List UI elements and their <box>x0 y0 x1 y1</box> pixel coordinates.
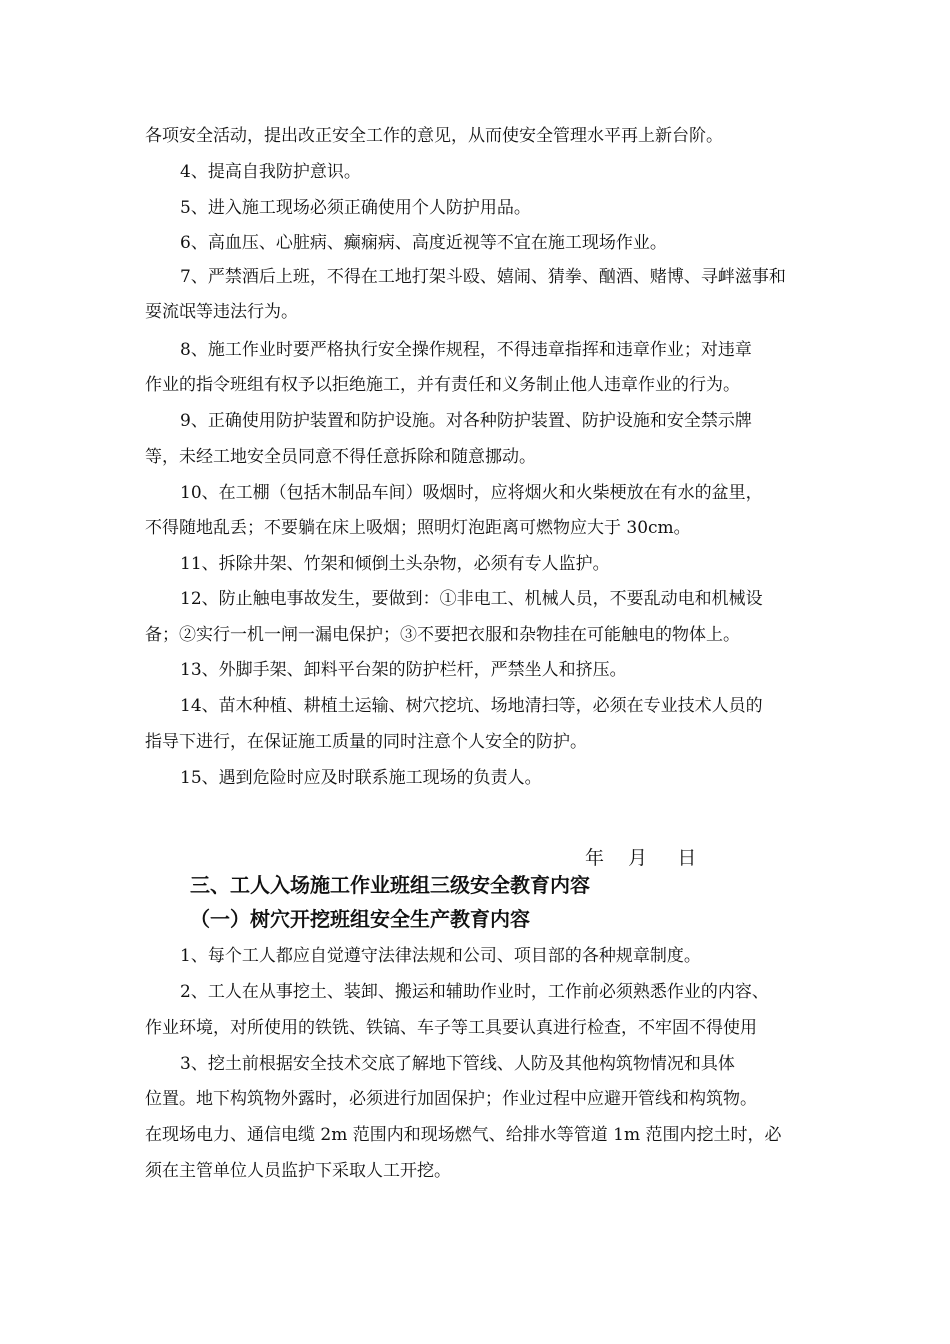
subsection-heading: （一）树穴开挖班组安全生产教育内容 <box>190 907 530 931</box>
paragraph-line: 9、正确使用防护装置和防护设施。对各种防护装置、防护设施和安全禁示牌 <box>180 411 752 431</box>
paragraph-line: 2、工人在从事挖土、装卸、搬运和辅助作业时，工作前必须熟悉作业的内容、 <box>180 982 769 1002</box>
paragraph-line: 不得随地乱丢；不要躺在床上吸烟；照明灯泡距离可燃物应大于 30cm。 <box>145 518 691 538</box>
paragraph-line: 各项安全活动，提出改正安全工作的意见，从而使安全管理水平再上新台阶。 <box>145 126 723 146</box>
date-label: 年 月 日 <box>585 847 697 869</box>
paragraph-line: 11、拆除井架、竹架和倾倒土头杂物，必须有专人监护。 <box>180 554 610 574</box>
paragraph-line: 12、防止触电事故发生，要做到：①非电工、机械人员，不要乱动电和机械设 <box>180 589 763 609</box>
section-heading: 三、工人入场施工作业班组三级安全教育内容 <box>190 873 590 897</box>
paragraph-line: 3、挖土前根据安全技术交底了解地下管线、人防及其他构筑物情况和具体 <box>180 1054 735 1074</box>
paragraph-line: 7、严禁酒后上班，不得在工地打架斗殴、嬉闹、猜拳、酗酒、赌博、寻衅滋事和 <box>180 267 786 287</box>
paragraph-line: 4、提高自我防护意识。 <box>180 162 361 182</box>
paragraph-line: 13、外脚手架、卸料平台架的防护栏杆，严禁坐人和挤压。 <box>180 660 627 680</box>
paragraph-line: 6、高血压、心脏病、癫痫病、高度近视等不宜在施工现场作业。 <box>180 233 667 253</box>
paragraph-line: 作业的指令班组有权予以拒绝施工，并有责任和义务制止他人违章作业的行为。 <box>145 375 740 395</box>
paragraph-line: 14、苗木种植、耕植土运输、树穴挖坑、场地清扫等，必须在专业技术人员的 <box>180 696 763 716</box>
paragraph-line: 作业环境，对所使用的铁铣、铁镐、车子等工具要认真进行检查，不牢固不得使用 <box>145 1018 757 1038</box>
paragraph-line: 在现场电力、通信电缆 2m 范围内和现场燃气、给排水等管道 1m 范围内挖土时，必 <box>145 1125 782 1145</box>
paragraph-line: 耍流氓等违法行为。 <box>145 302 298 322</box>
paragraph-line: 1、每个工人都应自觉遵守法律法规和公司、项目部的各种规章制度。 <box>180 946 701 966</box>
paragraph-line: 须在主管单位人员监护下采取人工开挖。 <box>145 1161 451 1181</box>
paragraph-line: 备；②实行一机一闸一漏电保护；③不要把衣服和杂物挂在可能触电的物体上。 <box>145 625 740 645</box>
paragraph-line: 8、施工作业时要严格执行安全操作规程，不得违章指挥和违章作业；对违章 <box>180 340 752 360</box>
paragraph-line: 10、在工棚（包括木制品车间）吸烟时，应将烟火和火柴梗放在有水的盆里， <box>180 483 763 503</box>
paragraph-line: 位置。地下构筑物外露时，必须进行加固保护；作业过程中应避开管线和构筑物。 <box>145 1089 757 1109</box>
paragraph-line: 15、遇到危险时应及时联系施工现场的负责人。 <box>180 768 542 788</box>
paragraph-line: 等，未经工地安全员同意不得任意拆除和随意挪动。 <box>145 447 536 467</box>
paragraph-line: 5、进入施工现场必须正确使用个人防护用品。 <box>180 198 531 218</box>
paragraph-line: 指导下进行，在保证施工质量的同时注意个人安全的防护。 <box>145 732 587 752</box>
